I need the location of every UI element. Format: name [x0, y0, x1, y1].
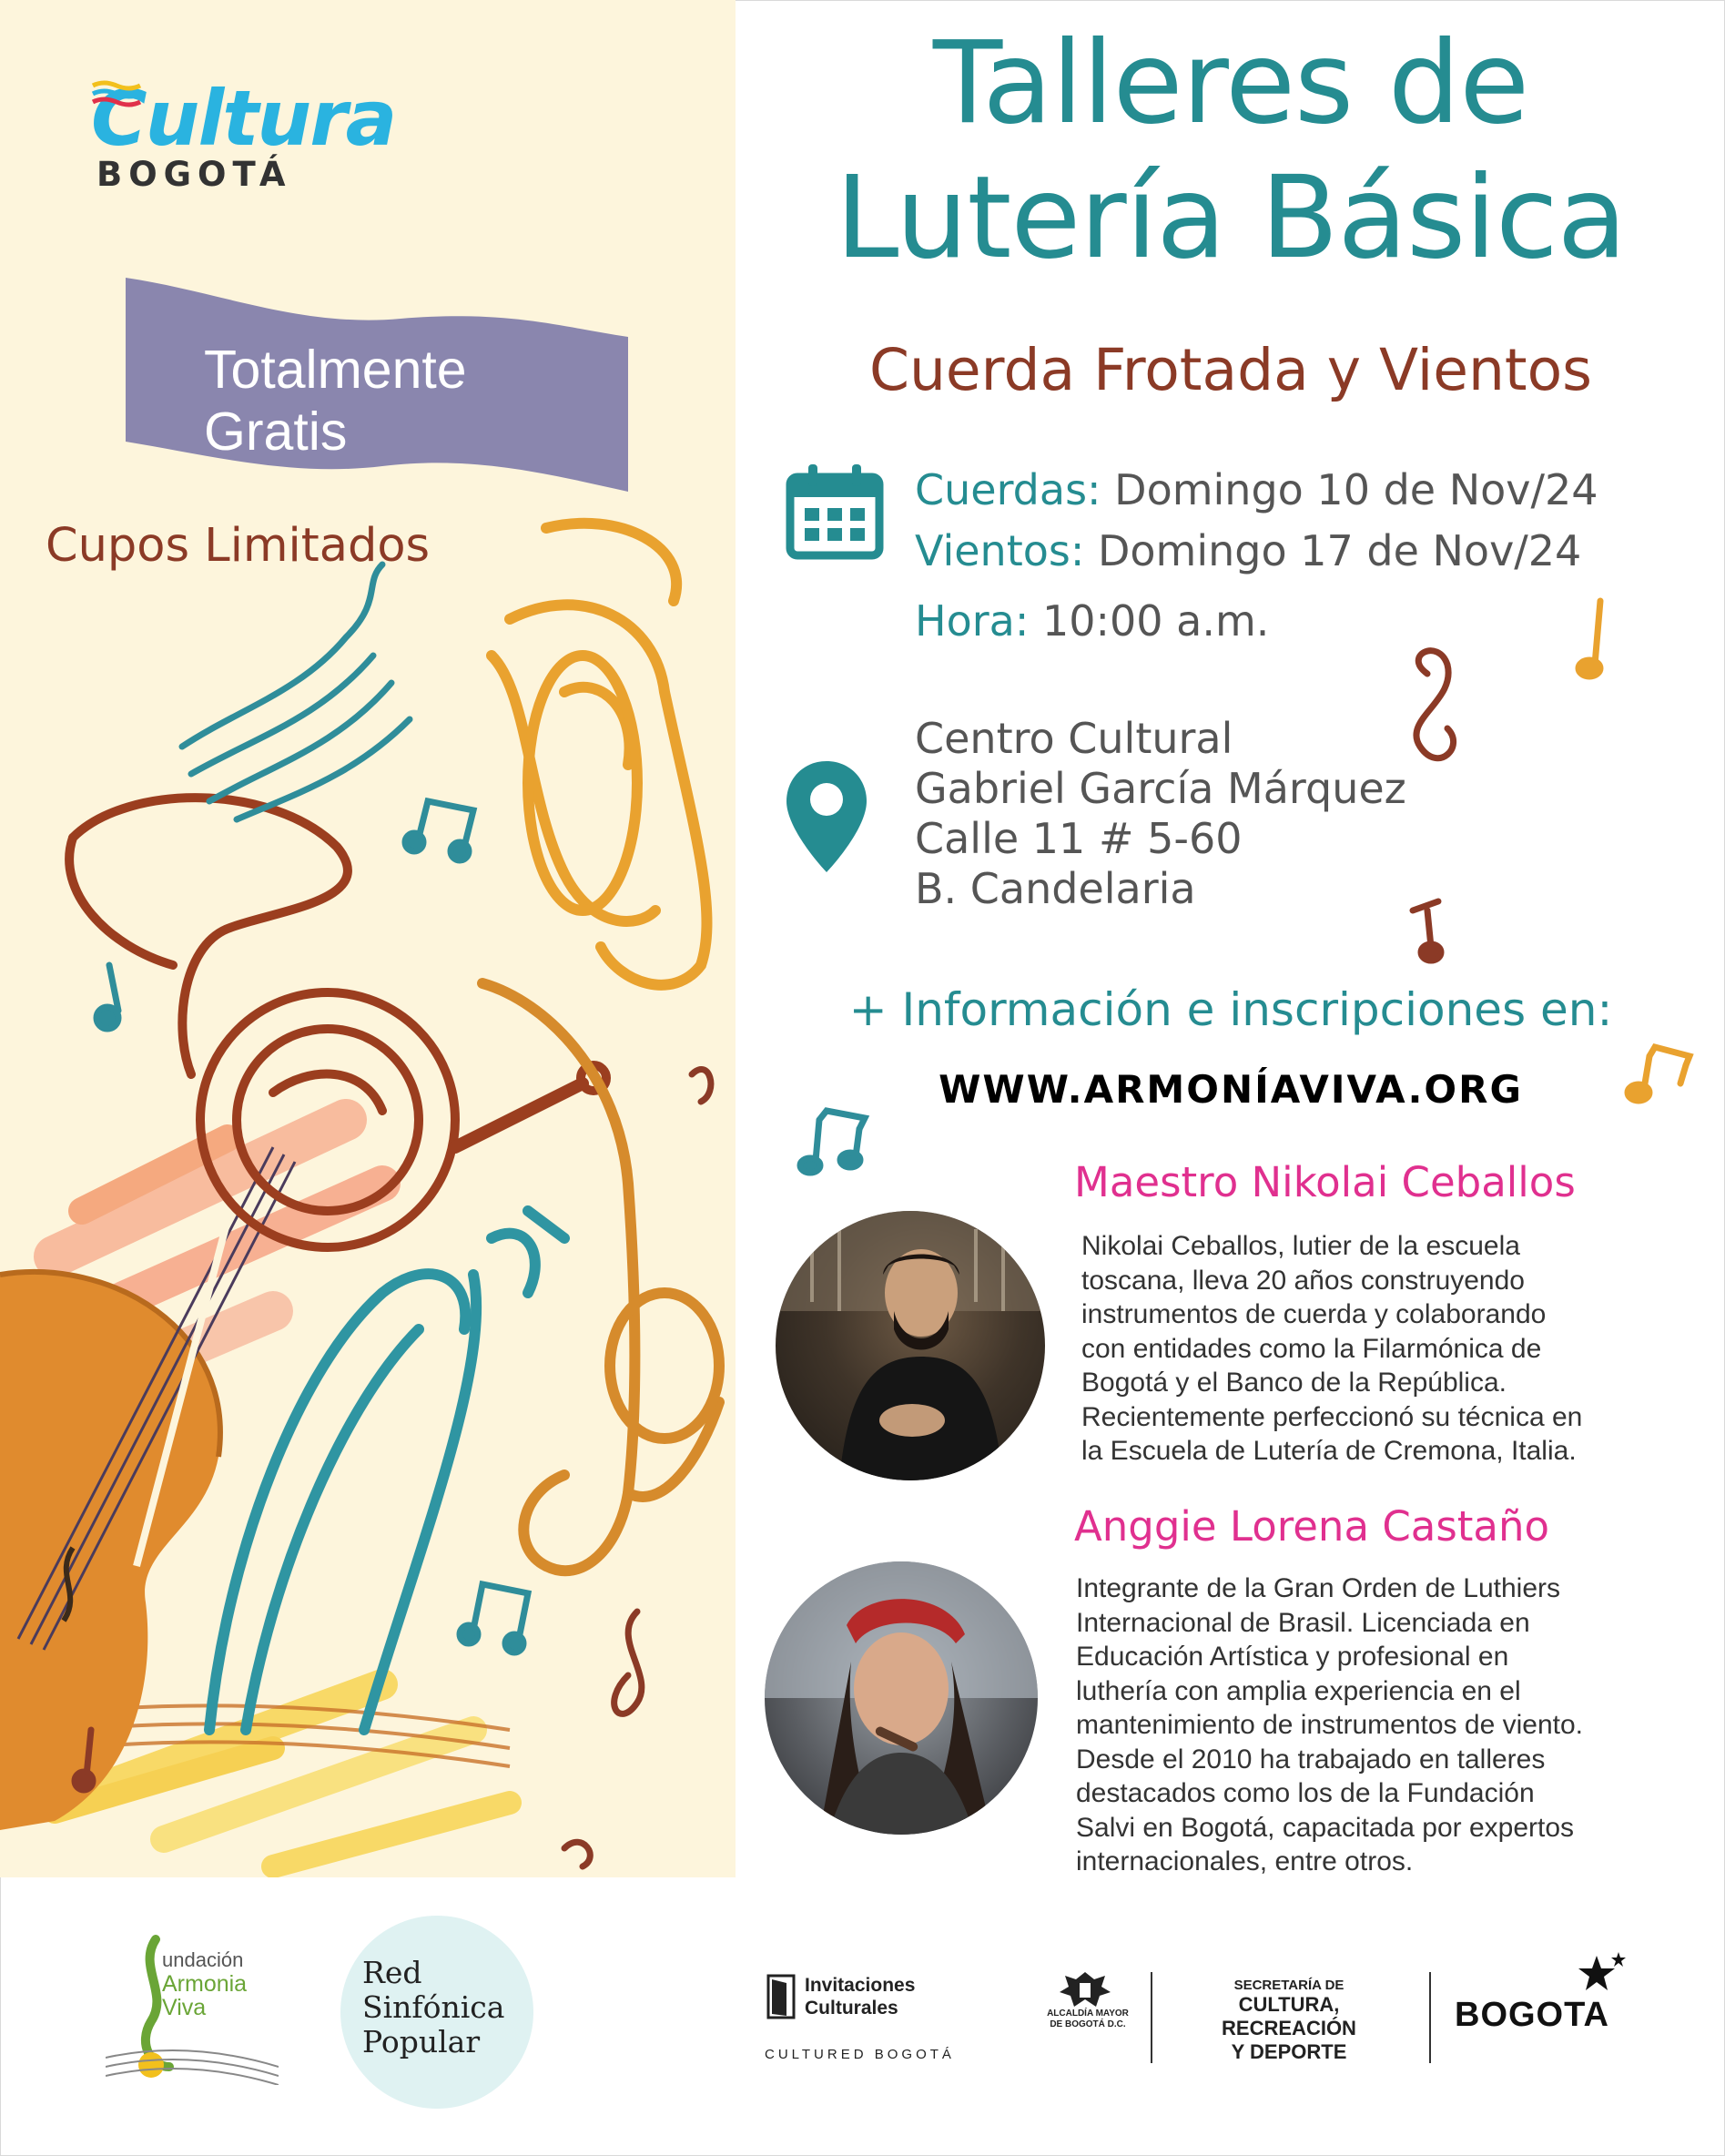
schedule-hora: Hora: 10:00 a.m.: [915, 596, 1270, 646]
red-sinfonica-text: Red Sinfónica Popular: [362, 1955, 505, 2059]
venue-line-1: Centro Cultural: [915, 714, 1233, 763]
title-line-2: Lutería Básica: [835, 152, 1627, 284]
title-line-1: Talleres de: [932, 17, 1529, 149]
venue-line-4: B. Candelaria: [915, 864, 1196, 913]
footer-divider-2: [1429, 1972, 1431, 2063]
star-icon: [1573, 1950, 1628, 1996]
schedule-cuerdas: Cuerdas: Domingo 10 de Nov/24: [915, 465, 1598, 514]
page-subtitle: Cuerda Frotada y Vientos: [868, 337, 1593, 403]
venue-line-3: Calle 11 # 5-60: [915, 814, 1243, 863]
bogota-logo: BOGOTA: [1455, 1996, 1609, 2034]
fundacion-text: undación Armonia Viva: [162, 1948, 248, 2020]
cultured-bogota-text: CULTURED BOGOTÁ: [765, 2047, 955, 2062]
venue-line-2: Gabriel García Márquez: [915, 764, 1406, 813]
logo-bogota-text: BOGOTÁ: [96, 155, 292, 194]
alcaldia-mayor-logo: ALCALDÍA MAYOR DE BOGOTÁ D.C.: [1047, 2009, 1129, 2029]
anggie-photo: [765, 1561, 1038, 1835]
banner-line-2: Gratis: [204, 402, 348, 462]
bio-1-name: Maestro Nikolai Ceballos: [1074, 1158, 1576, 1206]
bio-2-text: Integrante de la Gran Orden de Luthiers Internacional de Brasil. Licenciada en Educación Artística y profesional en luthería con amplia experiencia en el mantenimiento de instrumentos de viento. Desde el 2010 ha trabajado en talleres destacados como los de la Fundación Salvi en Bogotá, capacitada por expertos internacionales, entre otros.: [1076, 1573, 1583, 1876]
footer-divider-1: [1151, 1972, 1152, 2063]
door-icon: [766, 1974, 796, 2019]
info-registration-text: + Información e inscripciones en:: [848, 983, 1613, 1036]
anggie-portrait: [765, 1561, 1038, 1835]
bio-2-name: Anggie Lorena Castaño: [1074, 1502, 1550, 1551]
nikolai-portrait: [776, 1211, 1045, 1480]
bio-1-text: Nikolai Ceballos, lutier de la escuela toscana, lleva 20 años construyendo instrumentos de cuerda y colaborando con entidades como la Filarmónica de Bogotá y el Banco de la República. Recientemente perfeccionó su técnica en la Escuela de Lutería de Cremona, Italia.: [1081, 1231, 1583, 1466]
secretaria-cultura-logo: SECRETARÍA DE CULTURA, RECREACIÓN Y DEPORTE: [1222, 1978, 1356, 2063]
schedule-vientos: Vientos: Domingo 17 de Nov/24: [915, 526, 1582, 575]
limited-spots-text: Cupos Limitados: [46, 519, 431, 573]
invitaciones-culturales-logo: Invitaciones Culturales: [805, 1975, 916, 2019]
nikolai-photo: [776, 1211, 1045, 1480]
website-link[interactable]: WWW.ARMONÍAVIVA.ORG: [939, 1067, 1523, 1112]
banner-line-1: Totalmente: [204, 340, 467, 400]
logo-cultura-text: Cultura: [91, 74, 396, 163]
coat-of-arms-icon: [1056, 1970, 1114, 2010]
